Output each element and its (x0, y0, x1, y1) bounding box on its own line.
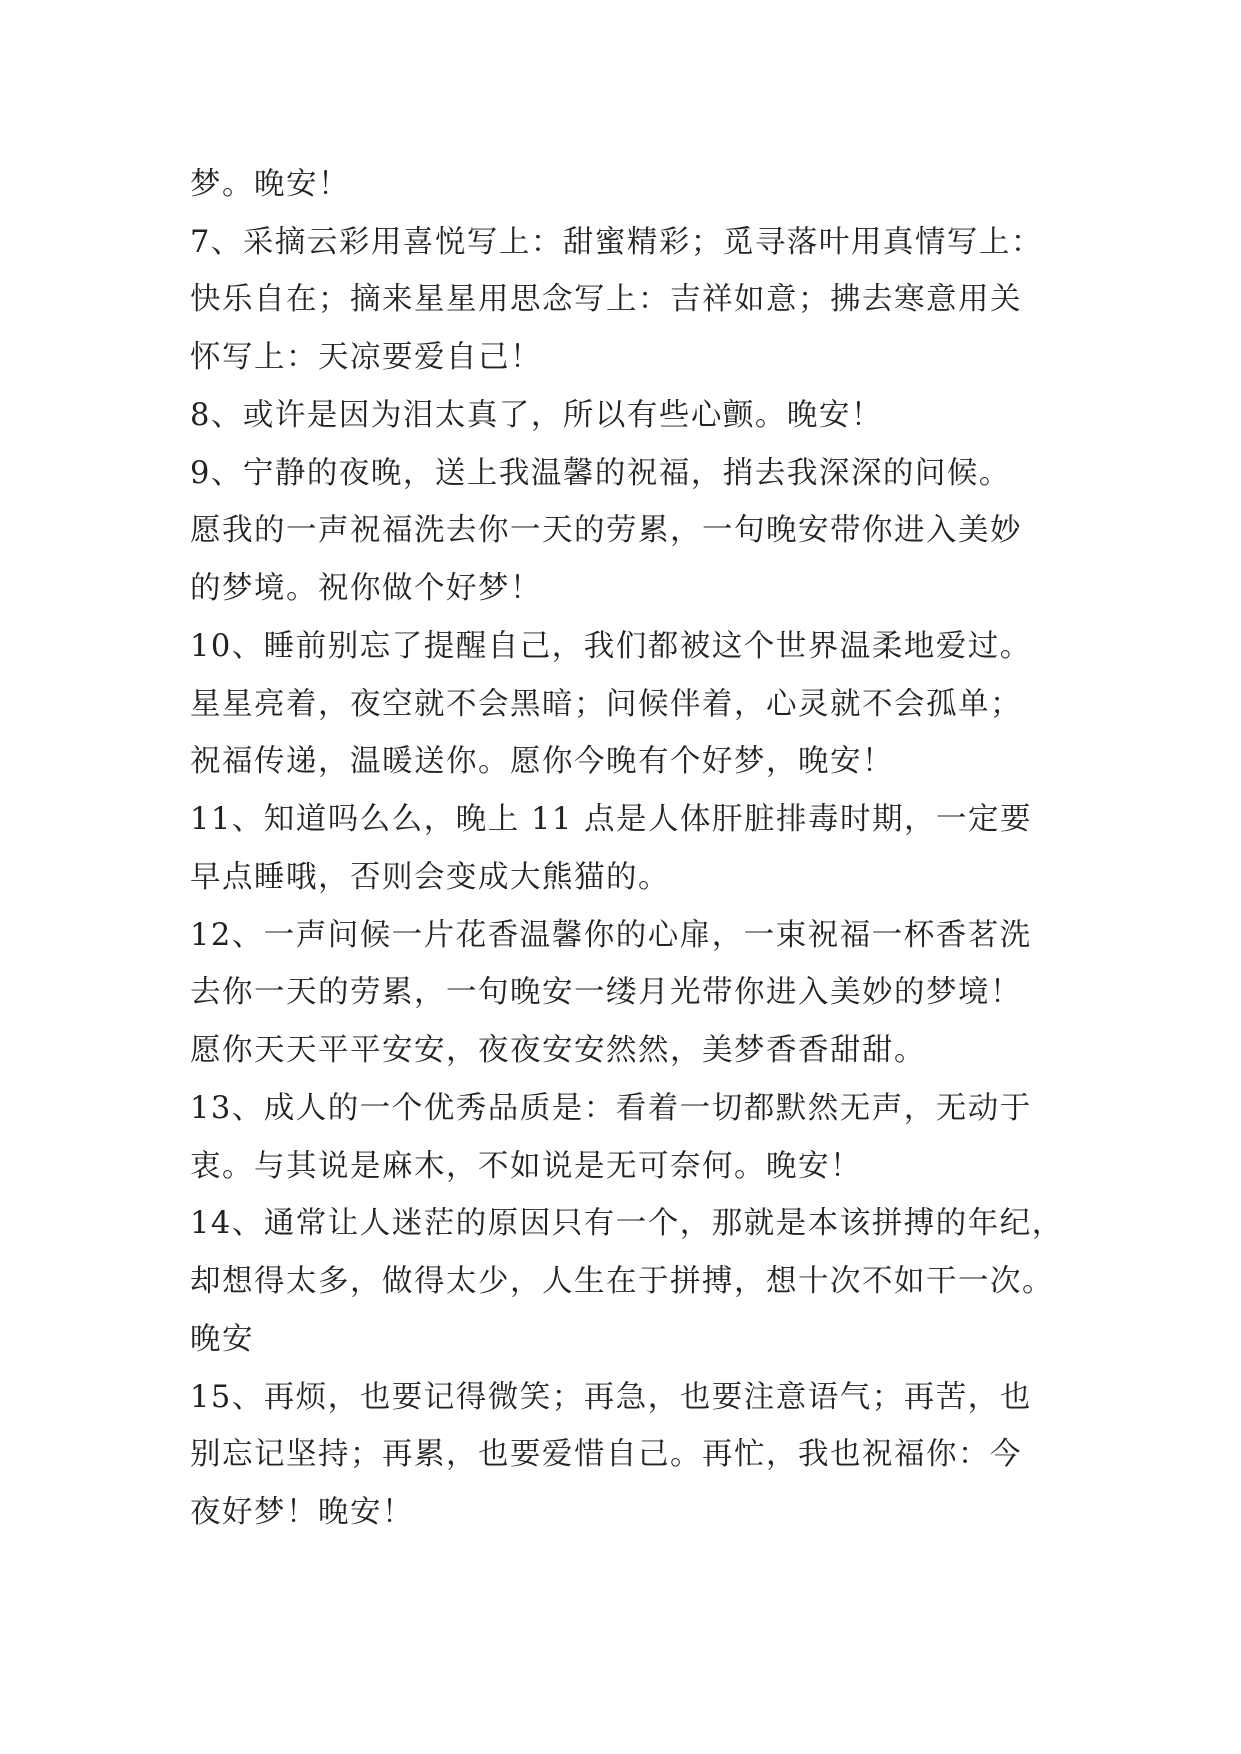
text-line: 的梦境。祝你做个好梦！ (190, 571, 542, 606)
text-line: 快乐自在；摘来星星用思念写上：吉祥如意；拂去寒意用关 (190, 282, 1022, 317)
text-line: 愿我的一声祝福洗去你一天的劳累，一句晚安带你进入美妙 (190, 513, 1022, 548)
text-line: 去你一天的劳累，一句晚安一缕月光带你进入美妙的梦境！ (190, 975, 1022, 1010)
text-line: 7、采摘云彩用喜悦写上：甜蜜精彩；觅寻落叶用真情写上： (190, 225, 1043, 260)
text-line: 星星亮着，夜空就不会黑暗；问候伴着，心灵就不会孤单； (190, 687, 1022, 722)
text-line: 早点睡哦，否则会变成大熊猫的。 (190, 860, 670, 895)
text-line: 愿你天天平平安安，夜夜安安然然，美梦香香甜甜。 (190, 1033, 926, 1068)
text-line: 却想得太多，做得太少，人生在于拼搏，想十次不如干一次。 (190, 1264, 1054, 1299)
text-line: 12、一声问候一片花香温馨你的心扉，一束祝福一杯香茗洗 (190, 918, 1032, 953)
text-line: 14、通常让人迷茫的原因只有一个，那就是本该拼搏的年纪， (190, 1206, 1064, 1241)
text-line: 10、睡前别忘了提醒自己，我们都被这个世界温柔地爱过。 (190, 629, 1032, 664)
text-line: 梦。晚安！ (190, 167, 350, 202)
text-line: 祝福传递，温暖送你。愿你今晚有个好梦，晚安！ (190, 744, 894, 779)
text-line: 11、知道吗么么，晚上 11 点是人体肝脏排毒时期，一定要 (190, 802, 1033, 837)
text-line: 衷。与其说是麻木，不如说是无可奈何。晚安！ (190, 1149, 862, 1184)
text-line: 怀写上：天凉要爱自己！ (190, 340, 542, 375)
text-line: 夜好梦！晚安！ (190, 1495, 414, 1530)
text-line: 晚安 (190, 1322, 254, 1357)
text-line: 8、或许是因为泪太真了，所以有些心颤。晚安！ (190, 398, 883, 433)
text-line: 13、成人的一个优秀品质是：看着一切都默然无声，无动于 (190, 1091, 1032, 1126)
text-line: 别忘记坚持；再累，也要爱惜自己。再忙，我也祝福你：今 (190, 1437, 1022, 1472)
text-line: 15、再烦，也要记得微笑；再急，也要注意语气；再苦，也 (190, 1380, 1032, 1415)
text-line: 9、宁静的夜晚，送上我温馨的祝福，捎去我深深的问候。 (190, 456, 1011, 491)
